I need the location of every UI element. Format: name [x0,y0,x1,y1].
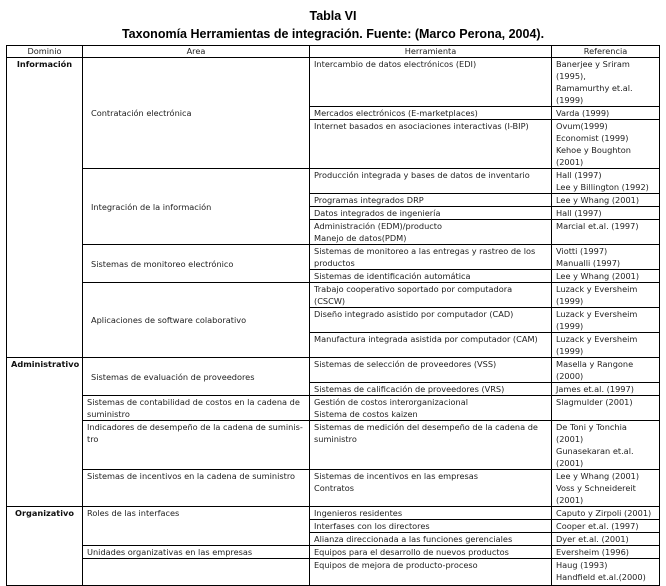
header-dominio: Dominio [7,46,83,58]
area-cell: Sistemas de contabilidad de costos en la cadena de suministro [83,396,310,421]
area-cell: Sistemas de evaluación de proveedores [83,358,310,396]
table-row [7,169,660,194]
referencia-line: Luzack y Eversheim [556,309,638,319]
referencia-line: Cooper et.al. (1997) [556,521,639,531]
table-row [7,58,660,107]
referencia-line: Lee y Whang (2001) [556,195,640,205]
referencia-cell [552,58,660,107]
herramienta-line: Producción integrada y bases de datos de inventario [314,170,530,180]
referencia-line: Marcial et.al. (1997) [556,221,639,231]
referencia-cell [552,470,660,507]
referencia-line: Slagmulder (2001) [556,397,633,407]
referencia-cell [552,194,660,207]
herramienta-line: Equipos para el desarrollo de nuevos productos [314,547,509,557]
herramienta-line: Sistemas de monitoreo a las entregas y rastreo de los [314,246,536,256]
herramienta-line: Trabajo cooperativo soportado por computadora [314,284,513,294]
herramienta-line: Administración (EDM)/producto [314,221,442,231]
herramienta-line: productos [314,258,355,268]
herramienta-cell [310,120,552,169]
herramienta-line: Sistemas de selección de proveedores (VSS) [314,359,497,369]
herramienta-cell [310,245,552,270]
area-cell: Contratación electrónica [83,58,310,169]
herramienta-line: Alianza direccionada a las funciones gerenciales [314,534,513,544]
referencia-line: Caputo y Zirpoli (2001) [556,508,652,518]
area-cell: Integración de la información [83,169,310,245]
referencia-cell [552,533,660,546]
table-row [7,507,660,520]
table-row [7,559,660,586]
referencia-line: Kehoe y Boughton (2001) [556,145,631,167]
referencia-line: Masella y Rangone [556,359,634,369]
herramienta-line: Manufactura integrada asistida por computador (CAM) [314,334,538,344]
referencia-cell [552,546,660,559]
referencia-cell [552,396,660,421]
referencia-line: Varda (1999) [556,108,610,118]
area-cell [83,559,310,586]
referencia-cell [552,358,660,383]
herramienta-line: Datos integrados de ingeniería [314,208,441,218]
table-row [7,283,660,308]
herramienta-cell [310,107,552,120]
referencia-cell [552,333,660,358]
table-body [7,58,660,586]
referencia-line: Ovum(1999) [556,121,608,131]
herramienta-line: Gestión de costos interorganizacional [314,397,469,407]
referencia-cell [552,383,660,396]
referencia-line: (2000) [556,371,584,381]
referencia-line: Hall (1997) [556,208,602,218]
herramienta-line: Sistemas de incentivos en las empresas [314,471,479,481]
table-title: Tabla VI [309,9,357,23]
herramienta-cell [310,546,552,559]
table-subtitle: Taxonomía Herramientas de integración. Fuente: (Marco Perona, 2004). [121,27,545,41]
herramienta-line: Sistemas de medición del desempeño de la cadena de [314,422,538,432]
referencia-cell [552,507,660,520]
domain-cell: Información [7,58,83,358]
taxonomy-table [6,45,660,586]
herramienta-cell [310,533,552,546]
referencia-cell [552,308,660,333]
referencia-cell [552,220,660,245]
herramienta-line: Sistemas de calificación de proveedores (VRS) [314,384,505,394]
herramienta-cell [310,308,552,333]
herramienta-cell [310,270,552,283]
herramienta-cell [310,207,552,220]
referencia-line: Voss y Schneidereit [556,483,636,493]
herramienta-line: Interfases con los directores [314,521,430,531]
herramienta-cell [310,559,552,586]
referencia-cell [552,421,660,470]
herramienta-line: (CSCW) [314,296,346,306]
referencia-cell [552,270,660,283]
referencia-cell [552,283,660,308]
herramienta-line: Sistemas de identificación automática [314,271,471,281]
area-cell: Aplicaciones de software colaborativo [83,283,310,358]
herramienta-line: Manejo de datos(PDM) [314,233,407,243]
referencia-cell [552,169,660,194]
header-referencia: Referencia [552,46,660,58]
domain-cell: Organizativo [7,507,83,586]
referencia-line: Lee y Whang (2001) [556,271,640,281]
herramienta-line: Diseño integrado asistido por computador (CAD) [314,309,514,319]
table-row [7,421,660,470]
referencia-line: (1999) [556,321,584,331]
herramienta-cell [310,333,552,358]
herramienta-line: Programas integrados DRP [314,195,424,205]
herramienta-cell [310,507,552,520]
referencia-cell [552,107,660,120]
referencia-line: Banerjee y Sriram (1995), [556,59,630,81]
herramienta-cell [310,58,552,107]
area-cell: Sistemas de monitoreo electrónico [83,245,310,283]
header-row [7,46,660,58]
referencia-cell [552,207,660,220]
table-row [7,470,660,507]
herramienta-cell [310,169,552,194]
herramienta-line: suministro [314,434,357,444]
referencia-line: Ramamurthy et.al. [556,83,633,93]
herramienta-line: Internet basados en asociaciones interactivas (I-BIP) [314,121,529,131]
referencia-line: (1999) [556,95,584,105]
domain-cell: Administrativo [7,358,83,507]
referencia-cell [552,245,660,270]
herramienta-cell [310,283,552,308]
area-cell: Indicadores de desempeño de la cadena de suminis-tro [83,421,310,470]
referencia-line: Dyer et.al. (2001) [556,534,629,544]
referencia-line: James et.al. (1997) [556,384,634,394]
herramienta-line: Contratos [314,483,354,493]
referencia-line: Gunasekaran et.al.(2001) [556,446,634,468]
herramienta-line: Mercados electrónicos (E-marketplaces) [314,108,478,118]
herramienta-cell [310,470,552,507]
herramienta-cell [310,220,552,245]
herramienta-line: Intercambio de datos electrónicos (EDI) [314,59,477,69]
area-cell: Sistemas de incentivos en la cadena de suministro [83,470,310,507]
table-row [7,546,660,559]
header-area: Area [83,46,310,58]
referencia-line: Economist (1999) [556,133,629,143]
referencia-line: Lee y Whang (2001) [556,471,640,481]
area-cell: Roles de las interfaces [83,507,310,546]
referencia-line: Hall (1997) [556,170,602,180]
referencia-line: Luzack y Eversheim [556,334,638,344]
herramienta-cell [310,358,552,383]
herramienta-line: Equipos de mejora de producto-proceso [314,560,478,570]
header-herramienta: Herramienta [310,46,552,58]
herramienta-cell [310,396,552,421]
referencia-line: Haug (1993) [556,560,608,570]
area-cell: Unidades organizativas en las empresas [83,546,310,559]
referencia-line: Handfield et.al.(2000) [556,572,646,582]
referencia-cell [552,520,660,533]
herramienta-line: Ingenieros residentes [314,508,403,518]
table-row [7,358,660,383]
referencia-line: Luzack y Eversheim [556,284,638,294]
referencia-cell [552,120,660,169]
table-row [7,245,660,270]
herramienta-cell [310,520,552,533]
referencia-cell [552,559,660,586]
referencia-line: Eversheim (1996) [556,547,629,557]
referencia-line: Lee y Billington (1992) [556,182,649,192]
herramienta-cell [310,421,552,470]
table-row [7,396,660,421]
herramienta-cell [310,383,552,396]
herramienta-cell [310,194,552,207]
referencia-line: (2001) [556,495,584,505]
herramienta-line: Sistema de costos kaizen [314,409,418,419]
referencia-line: Manualli (1997) [556,258,621,268]
referencia-line: Viotti (1997) [556,246,608,256]
referencia-line: De Toni y Tonchia (2001) [556,422,627,444]
referencia-line: (1999) [556,346,584,356]
referencia-line: (1999) [556,296,584,306]
